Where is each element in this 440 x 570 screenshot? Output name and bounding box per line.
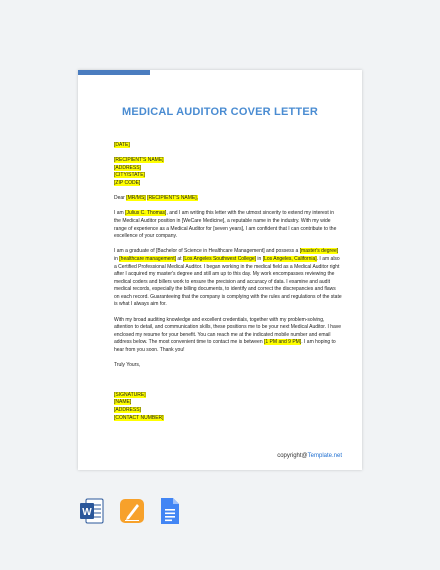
degree-placeholder: [master's degree]	[299, 248, 339, 255]
greeting	[114, 195, 342, 203]
p2-text-b: in	[114, 255, 120, 262]
p2-text-d: in	[256, 255, 263, 262]
copyright-footer	[277, 453, 342, 459]
accent-bar	[78, 70, 150, 75]
p1-text-a: I am	[114, 210, 126, 217]
template-net-link[interactable]: Template.net	[307, 453, 342, 459]
p2-text-a: I am a graduate of [Bachelor of Science in Healthcare Management] and possess a	[114, 248, 300, 255]
recipient-city-state: [CITY/STATE]	[114, 172, 145, 179]
copyright-prefix: copyright@	[277, 453, 308, 459]
letter-body	[114, 142, 342, 430]
svg-text:W: W	[82, 507, 92, 518]
p3-text-a: With my broad auditing knowledge and excellent credentials, together with my problem-solving, attention to detail, and communication skills, these positions me to be your next Medical Auditor. I have enclosed my resume for your benefit. You can reach me at the indicated mobile number and email address below. The most convenient time to contact me is between	[114, 316, 342, 346]
document-title: MEDICAL AUDITOR COVER LETTER	[121, 106, 319, 118]
paragraph-1	[114, 210, 342, 240]
document-page	[78, 70, 362, 470]
signature-name: [NAME]	[114, 399, 132, 406]
format-icons	[0, 497, 440, 527]
greeting-name: [RECIPIENT'S NAME],	[147, 195, 199, 202]
google-docs-icon[interactable]	[158, 497, 182, 525]
applicant-name: [Julius C. Thomas]	[125, 210, 167, 217]
signature-address: [ADDRESS]	[114, 407, 141, 413]
p3-text-b: . I am hoping to hear from you soon. Thank you!	[114, 339, 336, 354]
paragraph-2	[114, 248, 342, 309]
signature-placeholder: [SIGNATURE]	[114, 391, 146, 398]
date-block	[114, 142, 342, 150]
p2-text-e: . I am also a Certified Professional Medical Auditor. I began working in the medical field as a Medical Auditor right after I acquired my master's degree and still am up to this day. My work encompasses reviewing the medical coders and billers work to ensure the precision and accuracy of data. I examine and audit medical records, especially the billing documents, to identify and correct the discrepancies and flaws on each record. Guaranteeing that the company is complying with the rules and regulations of the state is what I always aim for.	[114, 255, 342, 308]
word-icon[interactable]	[80, 497, 104, 525]
location-placeholder: [Los Angeles, California]	[262, 255, 317, 262]
p1-text-b: , and I am writing this letter with the utmost sincerity to extend my interest in the Medical Auditor position in [WeCare Medicine], a reputable name in the industry. With my wide range of experience as a Medical Auditor for [seven years], I am confident that I can contribute to the excellence of your company.	[114, 210, 337, 240]
signature-contact: [CONTACT NUMBER]	[114, 414, 164, 421]
signature-block	[114, 392, 342, 422]
time-placeholder: [1 PM and 9 PM]	[264, 339, 302, 346]
p2-text-c: at	[175, 255, 183, 262]
recipient-name: [RECIPIENT'S NAME]	[114, 157, 164, 164]
closing: Truly Yours,	[114, 362, 141, 369]
date-placeholder: [DATE]	[114, 142, 130, 148]
greeting-prefix: Dear	[114, 195, 127, 202]
paragraph-3	[114, 317, 342, 355]
field-placeholder: [healthcare management]	[119, 255, 176, 262]
recipient-block	[114, 157, 342, 187]
recipient-zip: [ZIP CODE]	[114, 179, 141, 186]
greeting-honorific: [MR/MS]	[126, 195, 146, 202]
pages-icon[interactable]	[120, 497, 144, 525]
college-placeholder: [Los Angeles Southwest College]	[182, 255, 257, 262]
recipient-address: [ADDRESS]	[114, 164, 141, 171]
